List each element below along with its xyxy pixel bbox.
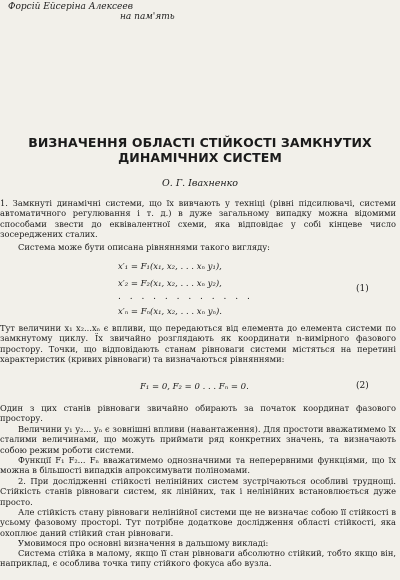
paragraph-2: Система може бути описана рівняннями такого вигляду: — [18, 242, 270, 252]
paragraph-6: Функції F₁ F₂... Fₙ вважатимемо однозначними та неперервними функціями, що їх можна в більшості випадків апроксимувати поліномами. — [0, 455, 396, 476]
equation-1-row-3: x′ₙ = Fₙ(x₁, x₂, . . . xₙ yₙ). — [118, 307, 222, 317]
paragraph-5: Величини y₁ y₂... yₙ є зовнішні впливи (навантаження). Для простоти вважатимемо їх сталими величинами, що можуть приймати ряд конкретних значень, та визначають собою режим роботи системи. — [0, 424, 396, 455]
paragraph-7: 2. При дослідженні стійкості нелінійних систем зустрічаються особливі труднощі. Стійкість станів рівноваги систем, як лінійних, так і нелінійних встановлюється дуже просто. — [0, 476, 396, 507]
paragraph-10: Система стійка в малому, якщо її стан рівноваги абсолютно стійкий, тобто якщо він, наприклад, є особлива точка типу стійкого фокуса або вузла. — [0, 548, 396, 569]
paragraph-4: Один з цих станів рівноваги звичайно обирають за початок координат фазового простору. — [0, 403, 396, 424]
article-author: О. Г. Івахненко — [162, 178, 238, 189]
article-title-line-2: ДИНАМІЧНИХ СИСТЕМ — [118, 150, 282, 165]
equation-1-row-1: x′₁ = F₁(x₁, x₂, . . . xₙ y₁), — [118, 262, 222, 272]
paragraph-3: Тут величини x₁ x₂...xₙ є впливи, що передаються від елемента до елемента системи по замкнутому циклу. Їх звичайно розглядають як координати n-вимірного фазового простору. Точки, що відповідають станам рівноваги системи містяться на перетині характеристик (кривих рівноваги) та визначаються рівняннями: — [0, 323, 396, 364]
equation-1-row-2: x′₂ = F₂(x₁, x₂, . . . xₙ y₂), — [118, 279, 222, 289]
paragraph-1: 1. Замкнуті динамічні системи, що їх вивчають у техніці (рівні підсилювачі, системи автоматичного регулювання і т. д.) в дуже загальному випадку можна відомими способами звести до еквівалентної схеми, яка відповідає у собі кінцеве число зосереджених сталих. — [0, 198, 396, 239]
equation-2-body: F₁ = 0, F₂ = 0 . . . Fₙ = 0. — [140, 382, 249, 392]
inscription-line-2: на пам'ять — [120, 12, 175, 22]
paragraph-8: Але стійкість стану рівноваги нелінійної системи ще не визначає собою її стійкості в усьому фазовому просторі. Тут потрібне додаткове дослідження області стійкості, яка охоплює даний стійкий стан рівноваги. — [0, 507, 396, 538]
equation-1-number: (1) — [356, 284, 369, 294]
article-title — [0, 135, 400, 165]
handwritten-inscription — [8, 2, 308, 22]
equation-2-number: (2) — [356, 381, 369, 391]
paragraph-9: Умовимося про основні визначення в дальшому викладі: — [18, 538, 269, 548]
equation-1-ellipsis: . . . . . . . . . . . . — [118, 292, 253, 302]
article-title-line-1: ВИЗНАЧЕННЯ ОБЛАСТІ СТІЙКОСТІ ЗАМКНУТИХ — [28, 135, 372, 150]
inscription-line-1: Форсій Ейсеріна Алексеев — [8, 2, 133, 12]
